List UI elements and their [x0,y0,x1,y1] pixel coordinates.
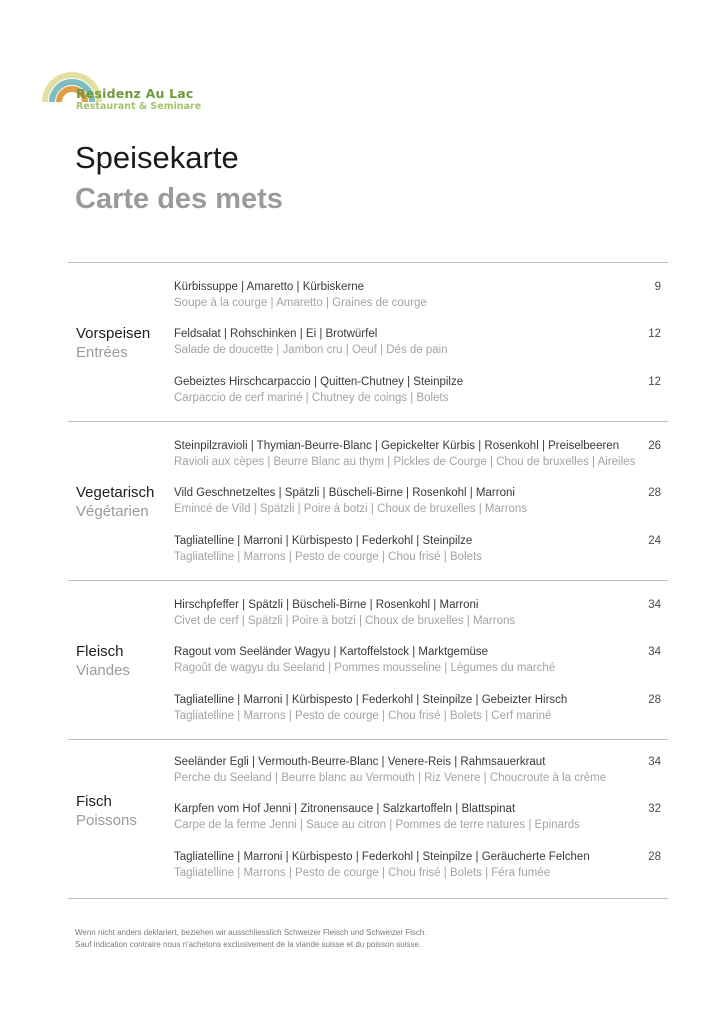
dish-price: 28 [648,851,661,863]
section-title [76,483,154,521]
section-title-fr: Entrées [76,344,128,361]
dish-name-fr: Salade de doucette | Jambon cru | Oeuf | Dés de pain [174,344,448,356]
brand-subtitle: Restaurant & Seminare [76,101,202,112]
menu-item [174,849,660,883]
dish-name-fr: Tagliatelline | Marrons | Pesto de courge | Chou frisé | Bolets | Féra fumée [174,867,551,879]
menu-item [174,374,660,408]
section-title [76,324,150,362]
dish-name-de: Tagliatelline | Marroni | Kürbispesto | Federkohl | Steinpilze [174,535,473,547]
menu-item [174,801,660,835]
menu-item [174,644,660,678]
dish-price: 24 [648,535,661,547]
section-title [76,792,137,830]
dish-price: 34 [648,646,661,658]
dish-name-fr: Ragoût de wagyu du Seeland | Pommes mousseline | Légumes du marché [174,662,556,674]
dish-name-de: Kürbissuppe | Amaretto | Kürbiskerne [174,281,365,293]
dish-name-de: Karpfen vom Hof Jenni | Zitronensauce | Salzkartoffeln | Blattspinat [174,803,516,815]
dish-name-de: Tagliatelline | Marroni | Kürbispesto | Federkohl | Steinpilze | Geräucherte Felchen [174,851,590,863]
dish-name-fr: Civet de cerf | Spätzli | Poire à botzi | Choux de bruxelles | Marrons [174,615,516,627]
dish-name-de: Tagliatelline | Marroni | Kürbispesto | Federkohl | Steinpilze | Gebeizter Hirsch [174,694,568,706]
menu-section-fleisch [68,580,668,739]
footnote [75,927,427,950]
page-title: Speisekarte [75,140,239,175]
dish-name-de: Steinpilzravioli | Thymian-Beurre-Blanc | Gepickelter Kürbis | Rosenkohl | Preiselbeeren [174,440,620,452]
section-title [76,642,130,680]
dish-price: 28 [648,694,661,706]
dish-name-fr: Tagliatelline | Marrons | Pesto de courge | Chou frisé | Bolets | Cerf mariné [174,710,552,722]
section-title-de: Vegetarisch [76,484,155,501]
menu-item [174,692,660,726]
section-title-de: Fleisch [76,643,124,660]
footnote-de: Wenn nicht anders deklariert, beziehen wir ausschliesslich Schweizer Fleisch und Schweizer Fisch. [75,928,427,937]
dish-name-de: Seeländer Egli | Vermouth-Beurre-Blanc | Venere-Reis | Rahmsauerkraut [174,756,546,768]
menu-item [174,326,660,360]
menu-item [174,597,660,631]
divider [68,898,668,899]
dish-name-fr: Carpaccio de cerf mariné | Chutney de coings | Bolets [174,392,449,404]
dish-name-fr: Tagliatelline | Marrons | Pesto de courge | Chou frisé | Bolets [174,551,482,563]
section-title-de: Fisch [76,793,112,810]
dish-price: 12 [648,376,661,388]
dish-price: 28 [648,487,661,499]
section-title-de: Vorspeisen [76,325,151,342]
brand-name: Residenz Au Lac [76,86,194,101]
section-title-fr: Poissons [76,812,137,829]
dish-price: 9 [654,281,661,293]
dish-name-de: Feldsalat | Rohschinken | Ei | Brotwürfel [174,328,378,340]
dish-name-de: Gebeiztes Hirschcarpaccio | Quitten-Chutney | Steinpilze [174,376,464,388]
brand-logo [40,44,220,120]
dish-price: 12 [648,328,661,340]
page-subtitle: Carte des mets [75,183,283,215]
menu-list [68,262,668,899]
section-title-fr: Végétarien [76,503,149,520]
section-title-fr: Viandes [76,662,130,679]
dish-name-fr: Carpe de la ferme Jenni | Sauce au citron | Pommes de terre natures | Epinards [174,819,580,831]
dish-name-de: Hirschpfeffer | Spätzli | Büscheli-Birne | Rosenkohl | Marroni [174,599,479,611]
menu-item [174,754,660,788]
menu-item [174,438,660,472]
dish-price: 26 [648,440,661,452]
menu-item [174,279,660,313]
menu-item [174,485,660,519]
dish-name-de: Ragout vom Seeländer Wagyu | Kartoffelstock | Marktgemüse [174,646,489,658]
dish-price: 34 [648,756,661,768]
dish-name-fr: Ravioli aux cèpes | Beurre Blanc au thym | Pickles de Courge | Chou de bruxelles | Aireiles [174,456,636,468]
dish-name-de: Vild Geschnetzeltes | Spätzli | Büscheli-Birne | Rosenkohl | Marroni [174,487,515,499]
menu-section-vorspeisen [68,262,668,421]
dish-price: 34 [648,599,661,611]
dish-name-fr: Perche du Seeland | Beurre blanc au Vermouth | Riz Venere | Choucroute à la crème [174,772,607,784]
footnote-fr: Sauf indication contraire nous n'achetons exclusivement de la viande suisse et du poisson suisse. [75,939,422,949]
dish-price: 32 [648,803,661,815]
menu-section-fisch [68,739,668,898]
menu-item [174,533,660,567]
menu-section-vegetarisch [68,421,668,580]
dish-name-fr: Soupe à la courge | Amaretto | Graines de courge [174,297,427,309]
dish-name-fr: Emincé de Vild | Spätzli | Poire à botzi | Choux de bruxelles | Marrons [174,503,528,515]
